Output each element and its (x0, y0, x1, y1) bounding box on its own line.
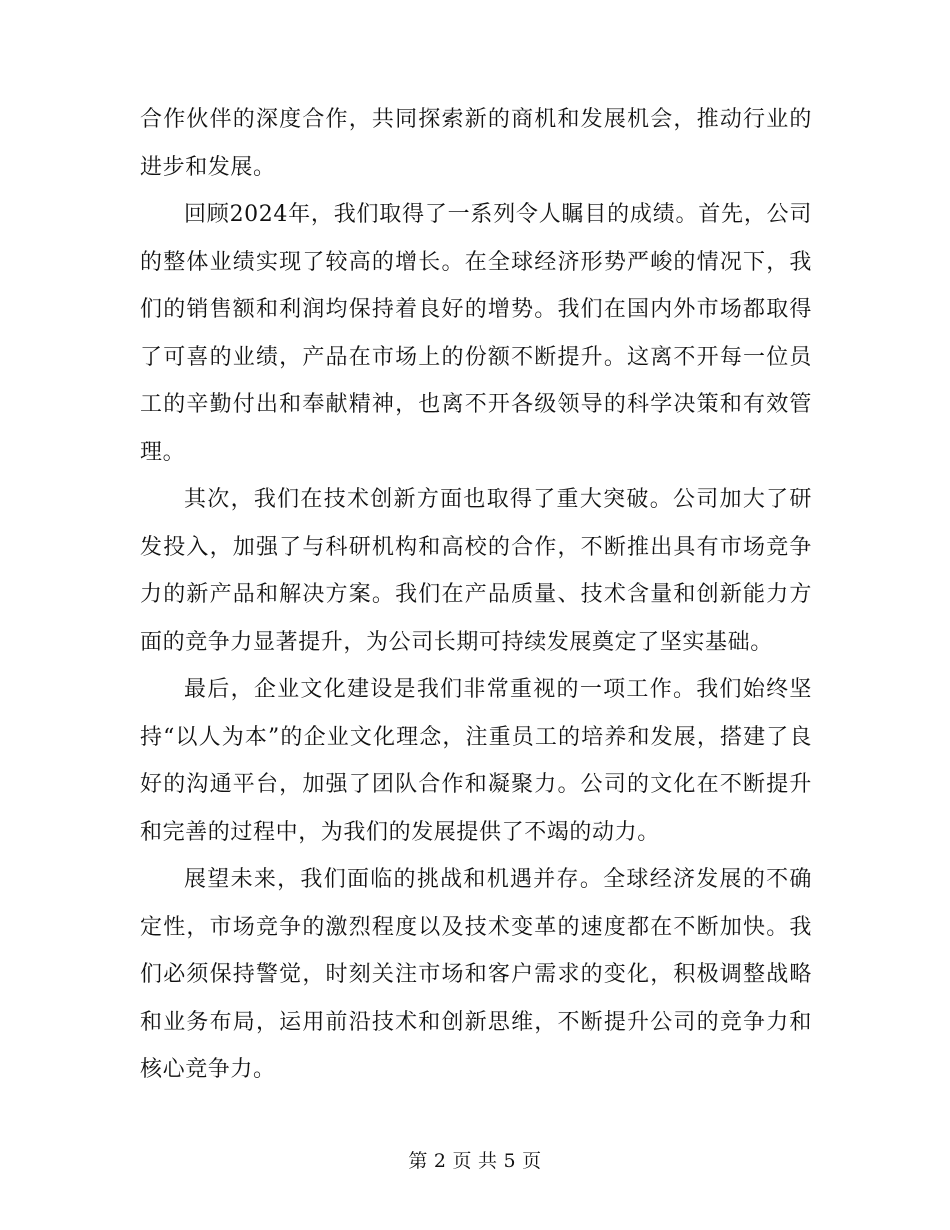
total-word: 共 (478, 1150, 498, 1172)
paragraph-tech-innovation: 其次，我们在技术创新方面也取得了重大突破。公司加大了研发投入，加强了与科研机构和高校的合作，不断推出具有市场竞争力的新产品和解决方案。我们在产品质量、技术含量和创新能力方面的竞争力显著提升，为公司长期可持续发展奠定了坚实基础。 (140, 487, 812, 655)
paragraph-outlook: 展望未来，我们面临的挑战和机遇并存。全球经济发展的不确定性，市场竞争的激烈程度以及技术变革的速度都在不断加快。我们必须保持警觉，时刻关注市场和客户需求的变化，积极调整战略和业务布局，运用前沿技术和创新思维，不断提升公司的竞争力和核心竞争力。 (140, 867, 812, 1082)
document-body (140, 96, 812, 1094)
paragraph-review-2024: 回顾2024年，我们取得了一系列令人瞩目的成绩。首先，公司的整体业绩实现了较高的增长。在全球经济形势严峻的情况下，我们的销售额和利润均保持着良好的增势。我们在国内外市场都取得了可喜的业绩，产品在市场上的份额不断提升。这离不开每一位员工的辛勤付出和奉献精神，也离不开各级领导的科学决策和有效管理。 (140, 202, 812, 465)
page-word: 页 (452, 1150, 472, 1172)
page-number-prefix: 第 (408, 1150, 428, 1172)
page-footer (0, 1146, 950, 1173)
total-pages-number: 5 (503, 1150, 517, 1172)
paragraph-corporate-culture: 最后，企业文化建设是我们非常重视的一项工作。我们始终坚持“以人为本”的企业文化理念，注重员工的培养和发展，搭建了良好的沟通平台，加强了团队合作和凝聚力。公司的文化在不断提升和完善的过程中，为我们的发展提供了不竭的动力。 (140, 677, 812, 845)
paragraph-continuation: 合作伙伴的深度合作，共同探索新的商机和发展机会，推动行业的进步和发展。 (140, 107, 812, 180)
page-number-suffix: 页 (522, 1150, 542, 1172)
current-page-number: 2 (433, 1150, 447, 1172)
